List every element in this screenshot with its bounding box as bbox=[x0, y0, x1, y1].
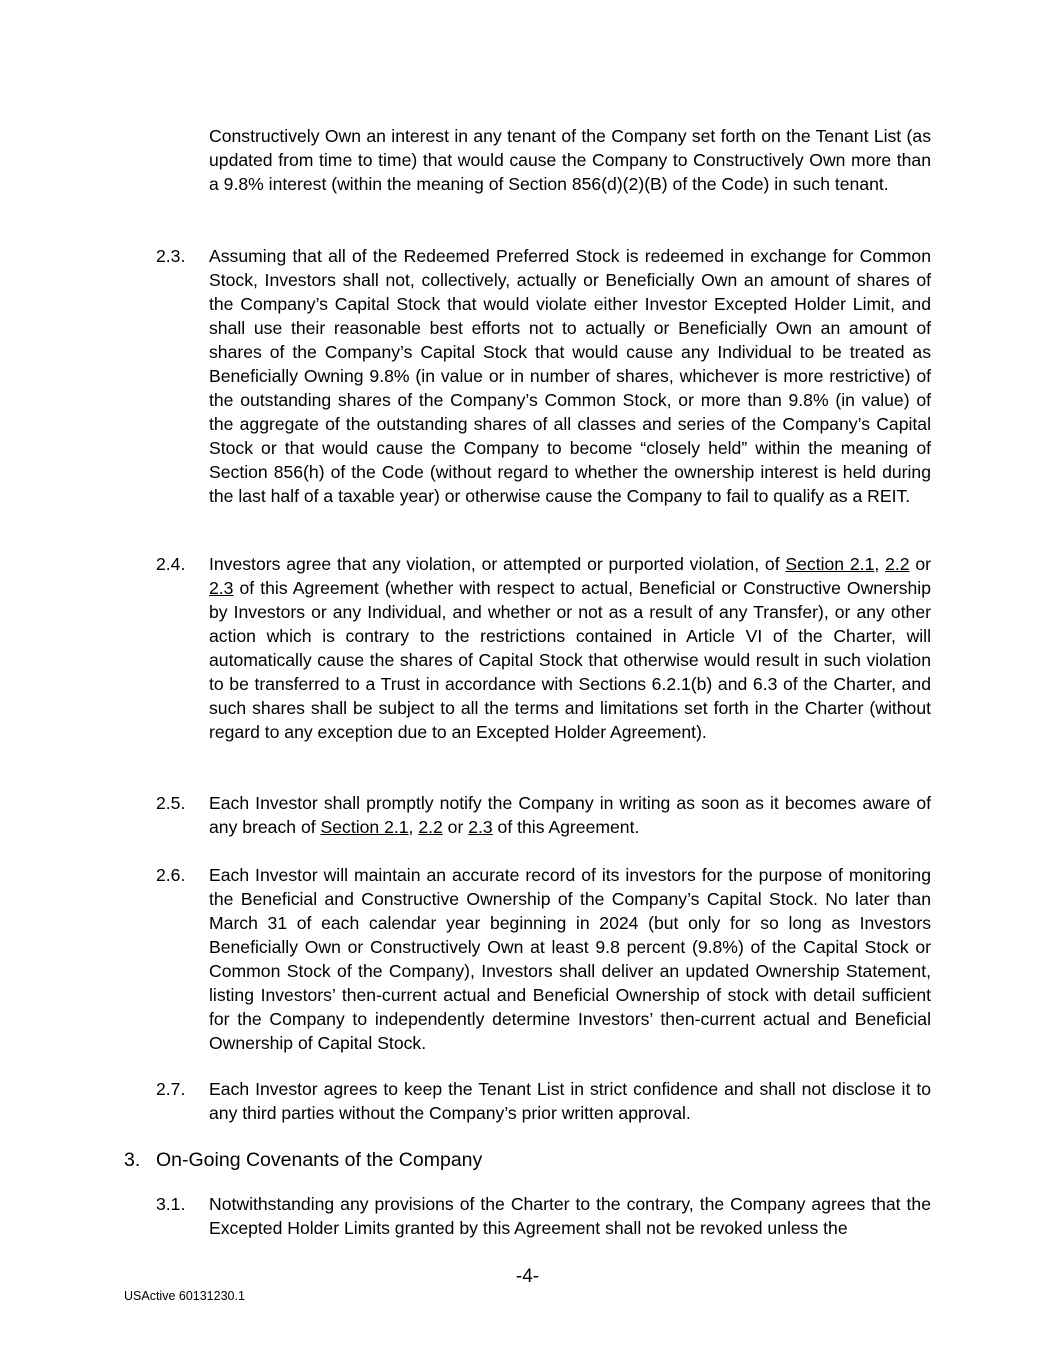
section-3-title: On-Going Covenants of the Company bbox=[156, 1149, 483, 1171]
clause-2-6-text: Each Investor will maintain an accurate record of its investors for the purpose of monitoring the Beneficial and Constructive Ownership of the Company’s Capital Stock. No later than March 31 of each calendar year beginning in 2024 (but only for so long as Investors Beneficially Own or Constructively Own at least 9.8 percent (9.8%) of the Capital Stock or Common Stock of the Company), Investors shall deliver an updated Ownership Statement, listing Investors’ then-current actual and Beneficial Ownership of stock with detail sufficient for the Company to independently determine Investors’ then-current actual and Beneficial Ownership of Capital Stock. bbox=[209, 865, 931, 1053]
clause-2-4-text-b: of this Agreement (whether with respect to actual, Beneficial or Constructive Ownership by Investors or any Individual, and whether or not as a result of any Transfer), or any other action which is contrary to the restrictions contained in Article VI of the Charter, will automatically cause the shares of Capital Stock that otherwise would result in such violation to be transferred to a Trust in accordance with Sections 6.2.1(b) and 6.3 of the Charter, and such shares shall be subject to all the terms and limitations set forth in the Charter (without regard to any exception due to an Excepted Holder Agreement). bbox=[209, 578, 931, 742]
clause-2-5-text-a: Each Investor shall promptly notify the Company in writing as soon as it becomes aware of any breach of bbox=[209, 793, 931, 837]
separator: or bbox=[909, 554, 931, 574]
clause-2-5-text-b: of this Agreement. bbox=[492, 817, 640, 837]
clause-number-2-5: 2.5. bbox=[156, 793, 186, 813]
section-2-3-reference[interactable]: 2.3 bbox=[468, 817, 493, 837]
intro-paragraph: Constructively Own an interest in any tenant of the Company set forth on the Tenant List (as updated from time to time) that would cause the Company to Constructively Own more than a 9.8% interest (within the meaning of Section 856(d)(2)(B) of the Code) in such tenant. bbox=[209, 126, 931, 194]
clause-2-3-text: Assuming that all of the Redeemed Preferred Stock is redeemed in exchange for Common Stock, Investors shall not, collectively, actually or Beneficially Own an amount of shares of the Company’s Capital Stock that would violate either Investor Excepted Holder Limit, and shall use their reasonable best efforts not to actually or Beneficially Own an amount of shares of the Company’s Capital Stock that would cause any Individual to be treated as Beneficially Owning 9.8% (in value or in number of shares, whichever is more restrictive) of the outstanding shares of the Company’s Common Stock, or more than 9.8% (in value) of the aggregate of the outstanding shares of all classes and series of the Company’s Capital Stock or that would cause the Company to become “closely held” within the meaning of Section 856(h) of the Code (without regard to whether the ownership interest is held during the last half of a taxable year) or otherwise cause the Company to fail to qualify as a REIT. bbox=[209, 246, 931, 506]
clause-2-4-text bbox=[209, 552, 931, 744]
clause-2-5-text bbox=[209, 791, 931, 839]
section-2-2-reference[interactable]: 2.2 bbox=[885, 554, 910, 574]
clause-2-7-text: Each Investor agrees to keep the Tenant List in strict confidence and shall not disclose it to any third parties without the Company’s prior written approval. bbox=[209, 1079, 931, 1123]
section-2-1-reference[interactable]: Section 2.1 bbox=[320, 817, 409, 837]
separator: , bbox=[408, 817, 419, 837]
separator: , bbox=[874, 554, 886, 574]
clause-number-2-3: 2.3. bbox=[156, 246, 186, 266]
clause-number-2-6: 2.6. bbox=[156, 865, 186, 885]
section-2-3-reference[interactable]: 2.3 bbox=[209, 578, 234, 598]
clause-2-4-text-a: Investors agree that any violation, or attempted or purported violation, of bbox=[209, 554, 786, 574]
section-2-2-reference[interactable]: 2.2 bbox=[418, 817, 443, 837]
section-2-1-reference[interactable]: Section 2.1 bbox=[785, 554, 875, 574]
clause-number-2-7: 2.7. bbox=[156, 1079, 186, 1099]
clause-number-3-1: 3.1. bbox=[156, 1194, 186, 1214]
separator: or bbox=[442, 817, 469, 837]
clause-number-2-4: 2.4. bbox=[156, 554, 186, 574]
page-number: -4- bbox=[515, 1266, 540, 1287]
section-3-number: 3. bbox=[124, 1149, 141, 1171]
clause-3-1-text: Notwithstanding any provisions of the Charter to the contrary, the Company agrees that the Excepted Holder Limits granted by this Agreement shall not be revoked unless the bbox=[209, 1194, 931, 1238]
document-id: USActive 60131230.1 bbox=[124, 1289, 245, 1303]
